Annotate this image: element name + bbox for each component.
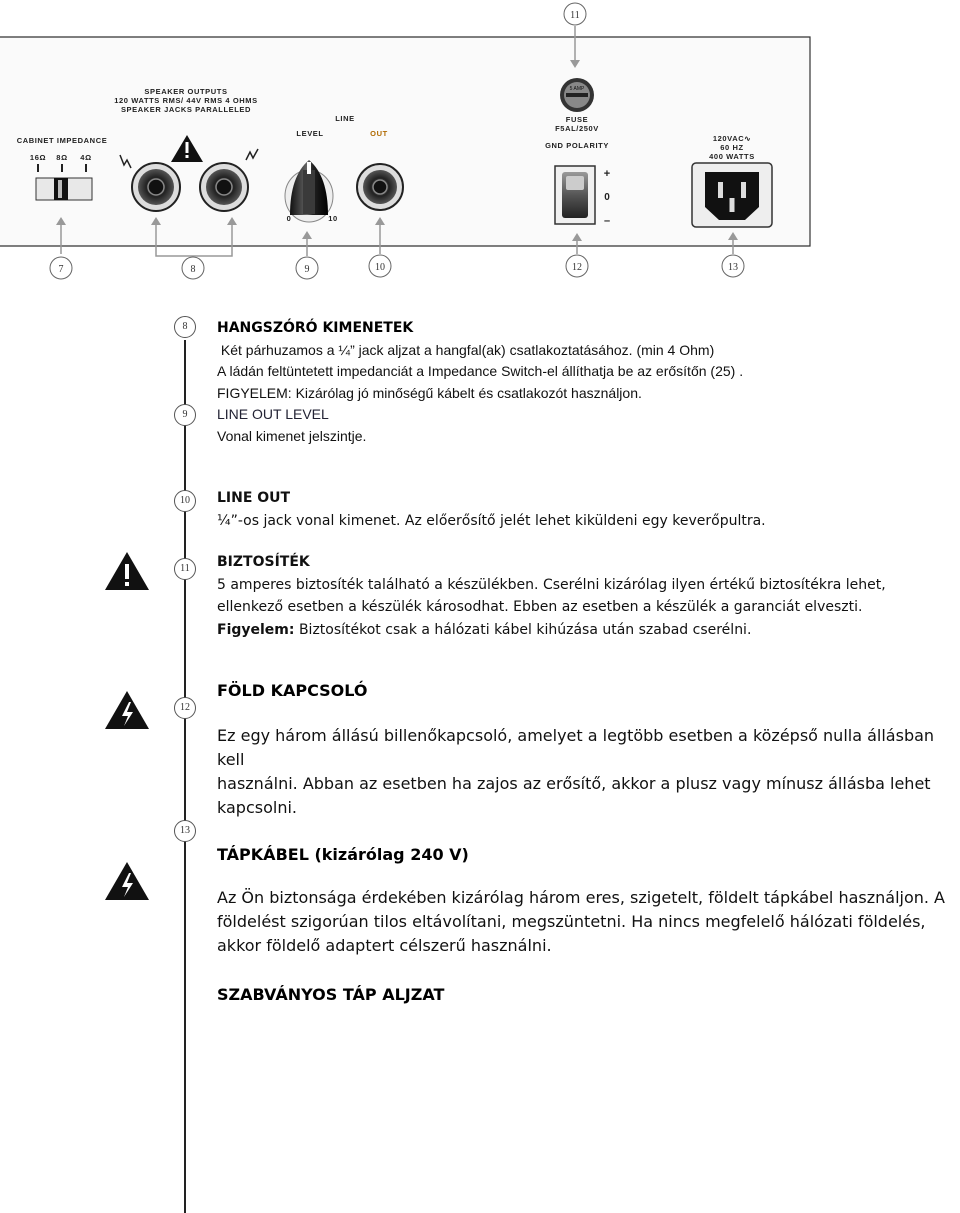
marker-12: 12	[174, 697, 196, 719]
imp-4-label: 4Ω	[80, 153, 92, 162]
polarity-zero: 0	[604, 192, 610, 203]
fuse-label: FUSE	[565, 115, 589, 124]
gnd-polarity-label: GND POLARITY	[545, 141, 609, 150]
svg-text:12: 12	[572, 262, 582, 273]
speaker-outputs-line-1: Két párhuzamos a ¼” jack aljzat a hangfal(ak) csatlakoztatásához. (min 4 Ohm)	[217, 341, 715, 358]
callout-9	[296, 257, 318, 279]
polarity-plus: +	[603, 168, 611, 180]
knob-min-label: 0	[286, 214, 292, 223]
speaker-outputs-title: SPEAKER OUTPUTS	[144, 87, 228, 96]
speaker-jack-1[interactable]	[132, 163, 180, 211]
line-out-level-heading: LINE OUT LEVEL	[217, 406, 329, 422]
ground-polarity-switch[interactable]	[555, 166, 595, 224]
power-cable-line-3: akkor földelő adaptert célszerű használni.	[217, 936, 552, 955]
speaker-outputs-line-2: A ládán feltüntetett impedanciát a Impedance Switch-el állíthatja be az erősítőn (25) .	[217, 363, 744, 379]
knob-max-label: 10	[328, 214, 338, 223]
timeline-line	[184, 340, 186, 1213]
imp-8-label: 8Ω	[56, 153, 68, 162]
cabinet-impedance-label: CABINET IMPEDANCE	[16, 136, 108, 145]
line-label: LINE	[335, 114, 355, 123]
power-cable-line-2: földelést szigorúan tilos eltávolítani, megszüntetni. Ha nincs megfelelő hálózati földelés,	[217, 912, 926, 931]
line-out-heading: LINE OUT	[217, 490, 291, 506]
marker-9: 9	[174, 404, 196, 426]
amp-back-panel-diagram	[0, 0, 960, 300]
section-speaker-outputs	[217, 318, 743, 447]
ground-switch-heading: FÖLD KAPCSOLÓ	[217, 681, 368, 700]
power-frequency: 60 HZ	[720, 143, 744, 152]
svg-text:9: 9	[304, 264, 310, 275]
svg-text:10: 10	[375, 262, 385, 273]
marker-8: 8	[174, 316, 196, 338]
speaker-jack-2[interactable]	[200, 163, 248, 211]
svg-text:7: 7	[58, 264, 64, 275]
fuse-warning-label: Figyelem:	[217, 621, 295, 638]
out-label: OUT	[370, 129, 388, 138]
power-socket-heading: SZABVÁNYOS TÁP ALJZAT	[217, 985, 445, 1004]
callout-7	[50, 257, 72, 279]
power-inlet-socket[interactable]	[692, 163, 772, 227]
fuse-rating: F5AL/250V	[555, 124, 599, 133]
level-label: LEVEL	[296, 129, 324, 138]
callout-12	[566, 255, 588, 277]
speaker-outputs-note: SPEAKER JACKS PARALLELED	[120, 105, 252, 114]
fuse-warning-line	[217, 619, 886, 642]
line-out-level-text: Vonal kimenet jelszintje.	[217, 427, 367, 444]
speaker-outputs-spec: 120 WATTS RMS/ 44V RMS 4 OHMS	[114, 96, 258, 105]
fuse-warning-text: Biztosítékot csak a hálózati kábel kihúzása után szabad cserélni.	[294, 621, 752, 638]
speaker-outputs-heading: HANGSZÓRÓ KIMENETEK	[217, 320, 414, 336]
ground-switch-line-1: Ez egy három állású billenőkapcsoló, amelyet a legtöbb esetben a középső nulla állásban kell	[217, 726, 935, 769]
section-line-out	[217, 487, 766, 532]
fuse-warning-icon	[104, 550, 150, 592]
section-fuse	[217, 551, 886, 641]
ground-switch-line-3: kapcsolni.	[217, 798, 297, 817]
callout-8	[182, 257, 204, 279]
fuse-heading: BIZTOSÍTÉK	[217, 554, 310, 570]
fuse-line-2: ellenkező esetben a készülék károsodhat. Ebben az esetben a készülék a garanciát elveszti.	[217, 599, 863, 615]
svg-text:13: 13	[728, 262, 738, 273]
fuse-holder[interactable]	[560, 78, 594, 112]
callout-11	[564, 3, 586, 25]
impedance-switch[interactable]	[36, 178, 92, 200]
ground-switch-line-2: használni. Abban az esetben ha zajos az erősítő, akkor a plusz vagy mínusz állásba lehet	[217, 774, 931, 793]
fuse-line-1: 5 amperes biztosíték található a készülékben. Cserélni kizárólag ilyen értékű biztosítékra lehet,	[217, 576, 886, 593]
svg-text:11: 11	[570, 10, 580, 21]
power-shock-warning-icon	[104, 860, 150, 902]
marker-11: 11	[174, 558, 196, 580]
imp-16-label: 16Ω	[29, 153, 47, 162]
callout-13	[722, 255, 744, 277]
ground-shock-warning-icon	[104, 689, 150, 731]
marker-13: 13	[174, 820, 196, 842]
section-ground-switch	[217, 681, 960, 820]
panel-outline	[0, 37, 810, 246]
speaker-outputs-line-3: FIGYELEM: Kizárólag jó minőségű kábelt és csatlakozót használjon.	[217, 384, 642, 401]
callout-10	[369, 255, 391, 277]
power-wattage: 400 WATTS	[709, 152, 755, 161]
polarity-minus: –	[603, 215, 611, 227]
marker-10: 10	[174, 490, 196, 512]
fuse-cap-text: 5 AMP	[569, 86, 585, 92]
line-out-text: ¼”-os jack vonal kimenet. Az előerősítő jelét lehet kiküldeni egy keverőpultra.	[217, 512, 766, 529]
section-power-socket	[217, 985, 444, 1004]
power-cable-line-1: Az Ön biztonsága érdekében kizárólag három eres, szigetelt, földelt tápkábel használjon. A	[217, 888, 945, 907]
section-power-cable	[217, 845, 945, 958]
power-cable-heading: TÁPKÁBEL (kizárólag 240 V)	[217, 845, 469, 864]
power-voltage: 120VAC∿	[712, 134, 752, 143]
svg-text:8: 8	[190, 264, 196, 275]
line-out-jack[interactable]	[357, 164, 403, 210]
